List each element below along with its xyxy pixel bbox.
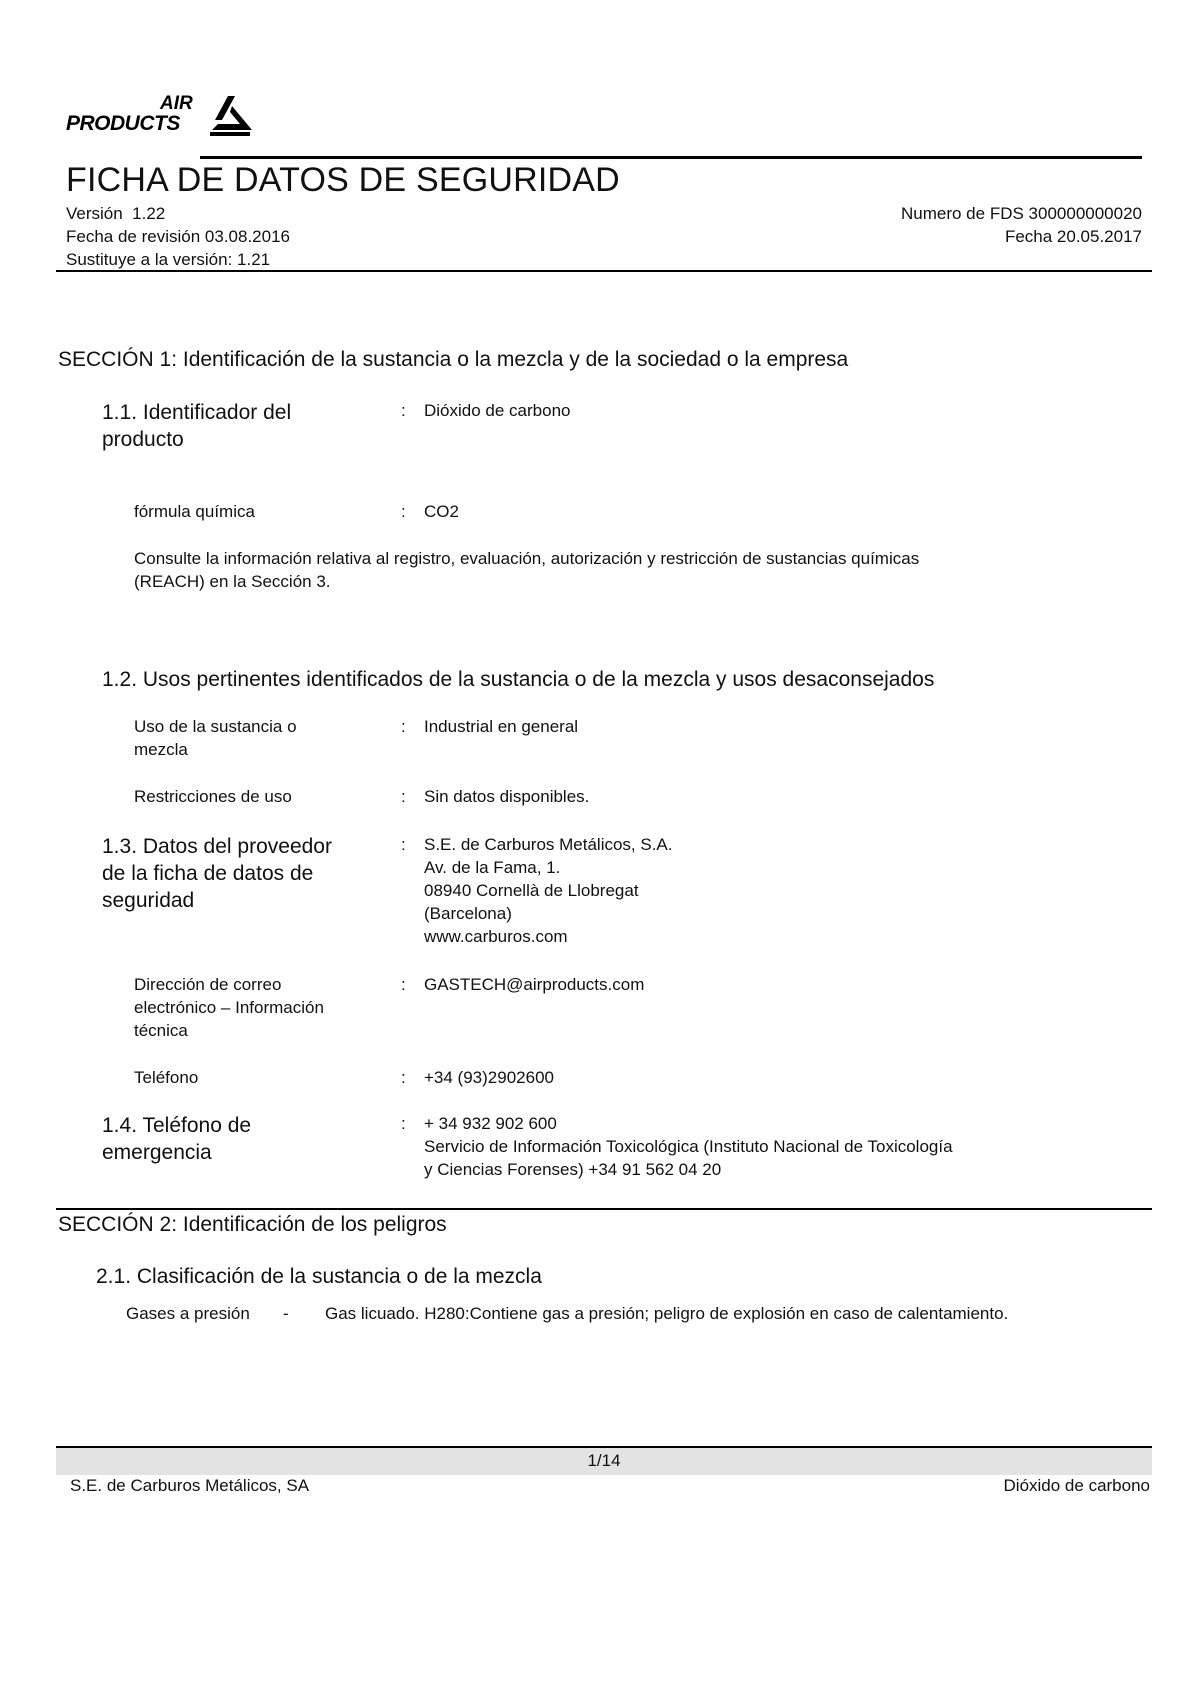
s14-label-line1: 1.4. Teléfono de bbox=[102, 1114, 252, 1137]
formula-label: fórmula química bbox=[134, 502, 255, 521]
reach-note-line2: (REACH) en la Sección 3. bbox=[134, 572, 331, 591]
supplier-region: (Barcelona) bbox=[424, 904, 512, 923]
page-title: FICHA DE DATOS DE SEGURIDAD bbox=[66, 161, 620, 199]
email-label-line2: electrónico – Información bbox=[134, 998, 324, 1017]
colon: : bbox=[401, 1068, 406, 1087]
reach-note bbox=[134, 547, 1144, 593]
sds-number: Numero de FDS 300000000020 bbox=[901, 204, 1142, 223]
colon: : bbox=[401, 975, 406, 994]
supplier-name: S.E. de Carburos Metálicos, S.A. bbox=[424, 835, 673, 854]
email-value: GASTECH@airproducts.com bbox=[424, 975, 645, 994]
emergency-info bbox=[424, 1112, 953, 1181]
revision-date: Fecha de revisión 03.08.2016 bbox=[66, 227, 290, 246]
supplier-address bbox=[424, 833, 673, 948]
restrictions-value: Sin datos disponibles. bbox=[424, 787, 590, 806]
s13-label-line2: de la ficha de datos de bbox=[102, 862, 314, 885]
formula-value: CO2 bbox=[424, 502, 459, 521]
use-label-line2: mezcla bbox=[134, 740, 188, 759]
s11-label-line2: producto bbox=[102, 428, 184, 451]
emergency-service-line2: y Ciencias Forenses) +34 91 562 04 20 bbox=[424, 1160, 722, 1179]
emergency-service-line1: Servicio de Información Toxicológica (Instituto Nacional de Toxicología bbox=[424, 1137, 953, 1156]
s11-label bbox=[102, 399, 392, 453]
hazard-class: Gases a presión bbox=[126, 1304, 250, 1323]
page-number: 1/14 bbox=[587, 1451, 621, 1470]
product-identifier: Dióxido de carbono bbox=[424, 401, 571, 420]
email-label bbox=[134, 973, 324, 1042]
s12-heading: 1.2. Usos pertinentes identificados de la sustancia o de la mezcla y usos desaconsejados bbox=[102, 668, 935, 691]
use-label-line1: Uso de la sustancia o bbox=[134, 717, 297, 736]
section-1-heading: SECCIÓN 1: Identificación de la sustancia o la mezcla y de la sociedad o la empresa bbox=[58, 348, 849, 371]
hazard-dash: - bbox=[283, 1304, 289, 1323]
air-products-logo bbox=[66, 94, 266, 142]
hazard-statement: Gas licuado. H280:Contiene gas a presión; peligro de explosión en caso de calentamiento. bbox=[325, 1304, 1009, 1323]
logo-text-products: PRODUCTS bbox=[66, 112, 180, 135]
colon: : bbox=[401, 1114, 406, 1133]
s13-label-line1: 1.3. Datos del proveedor bbox=[102, 835, 332, 858]
version: Versión 1.22 bbox=[66, 204, 166, 223]
header-bottom-rule bbox=[56, 270, 1152, 272]
supplier-street: Av. de la Fama, 1. bbox=[424, 858, 561, 877]
phone-value: +34 (93)2902600 bbox=[424, 1068, 554, 1087]
use-label bbox=[134, 715, 297, 761]
issue-date: Fecha 20.05.2017 bbox=[1004, 227, 1142, 246]
colon: : bbox=[401, 835, 406, 854]
s14-label-line2: emergencia bbox=[102, 1141, 212, 1164]
s13-label-line3: seguridad bbox=[102, 889, 195, 912]
colon: : bbox=[401, 787, 406, 806]
colon: : bbox=[401, 502, 406, 521]
emergency-phone: + 34 932 902 600 bbox=[424, 1114, 557, 1133]
use-value: Industrial en general bbox=[424, 717, 579, 736]
section-2-heading: SECCIÓN 2: Identificación de los peligros bbox=[58, 1213, 447, 1236]
email-label-line3: técnica bbox=[134, 1021, 188, 1040]
colon: : bbox=[401, 717, 406, 736]
reach-note-line1: Consulte la información relativa al registro, evaluación, autorización y restricción de sustancias químicas bbox=[134, 549, 920, 568]
logo-text-air: AIR bbox=[160, 93, 193, 114]
s11-label-line1: 1.1. Identificador del bbox=[102, 401, 292, 424]
phone-label: Teléfono bbox=[134, 1068, 199, 1087]
footer-product: Dióxido de carbono bbox=[1003, 1476, 1150, 1495]
logo-triangle-icon bbox=[208, 94, 254, 138]
footer-company: S.E. de Carburos Metálicos, SA bbox=[70, 1476, 310, 1495]
s21-heading: 2.1. Clasificación de la sustancia o de la mezcla bbox=[96, 1265, 542, 1288]
supersedes-version: Sustituye a la versión: 1.21 bbox=[66, 250, 271, 269]
footer-bar bbox=[56, 1446, 1152, 1475]
section-2-rule bbox=[56, 1208, 1152, 1210]
s14-label bbox=[102, 1112, 392, 1166]
supplier-website: www.carburos.com bbox=[424, 927, 568, 946]
s13-label bbox=[102, 833, 392, 914]
colon: : bbox=[401, 401, 406, 420]
supplier-city: 08940 Cornellà de Llobregat bbox=[424, 881, 639, 900]
email-label-line1: Dirección de correo bbox=[134, 975, 282, 994]
restrictions-label: Restricciones de uso bbox=[134, 787, 292, 806]
header-top-rule bbox=[200, 156, 1142, 159]
